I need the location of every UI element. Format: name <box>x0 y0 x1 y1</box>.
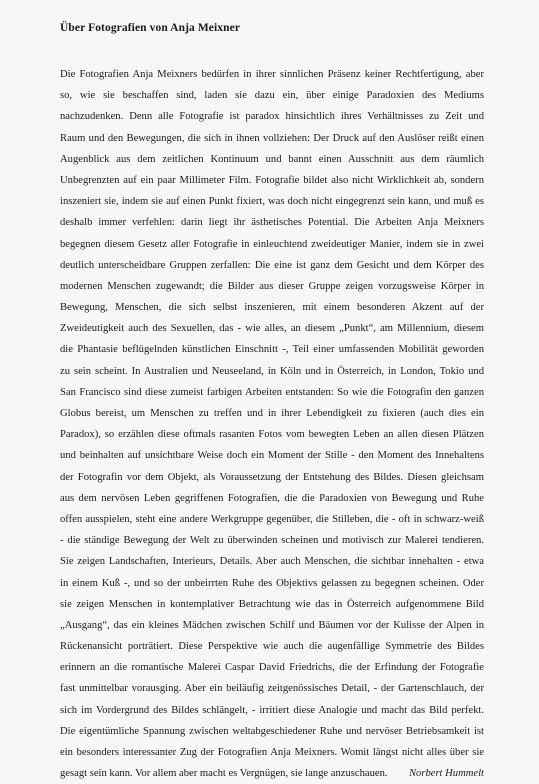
text-line: Paradox), so erzählen diese oftmals rasanten Fotos vom bewegten Leben an allen diesen Plätzen <box>60 429 484 441</box>
text-line: deshalb immer verfehlen: darin liegt ihr ästhetisches Potential. Die Arbeiten Anja Meixners <box>60 217 484 229</box>
text-line: zu sein scheint. In Australien und Neuseeland, in Köln und in Österreich, in London, Tokio und <box>60 365 484 377</box>
text-line: Zweideutigkeit auch des Sexuellen, das - wie alles, an diesem „Punkt“, am Millennium, diesem <box>60 323 484 335</box>
text-line: Augenblick aus dem zeitlichen Kontinuum und bannt einen Ausschnitt aus dem räumlich <box>60 153 484 165</box>
text-line: so, wie sie beschaffen sind, laden sie dazu ein, über einige Paradoxien des Mediums <box>60 90 484 102</box>
text-line-last <box>60 763 484 784</box>
text-line: der Fotografin vor dem Objekt, als Voraussetzung der Entstehung des Bildes. Diesen gleichsam <box>60 471 484 483</box>
text-line: Globus bereist, um Menschen zu treffen und in ihrer Lebendigkeit zu fixieren (auch dies ein <box>60 408 484 419</box>
text-line: nachzudenken. Denn alle Fotografie ist paradox hinsichtlich ihres Verhältnisses zu Zeit und <box>60 111 484 123</box>
text-line: „Ausgang“, das ein kleines Mädchen zwischen Schilf und Bäumen vor der Kulisse der Alpen in <box>60 619 484 631</box>
document-title: Über Fotografien von Anja Meixner <box>60 22 241 34</box>
text-line: ein besonders interessanter Zug der Fotografien Anja Meixners. Womit längst nicht alles über sie <box>60 747 484 758</box>
text-line: Raum und den Bewegungen, die sich in ihnen vollziehen: Der Druck auf den Auslöser reißt einen <box>60 132 484 144</box>
text-line: erinnern an die romantische Malerei Caspar David Friedrichs, die der Erfindung der Fotografie <box>60 662 484 674</box>
text-line: und beinhalten auf unsichtbare Weise doch ein Moment der Stille - den Moment des Innehaltens <box>60 450 484 462</box>
closing-sentence: gesagt sein kann. Vor allem aber macht es Vergnügen, sie lange anzuschauen. <box>60 768 388 780</box>
text-line: die Phantasie beflügelnden künstlichen Einschnitt -, Teil einer umfassenden Mobilität geworden <box>60 344 484 356</box>
text-line: San Francisco sind diese zumeist farbigen Arbeiten entstanden: So wie die Fotografin den ganzen <box>60 386 484 398</box>
text-line: Sie zeigen Landschaften, Interieurs, Details. Aber auch Menschen, die sichtbar innehalten - etwa <box>60 556 484 568</box>
text-line: aus dem nervösen Leben gegriffenen Fotografien, die die Paradoxien von Bewegung und Ruhe <box>60 492 484 504</box>
text-line: modernen Menschen zugewandt; die Bilder aus dieser Gruppe zeigen vorzugsweise Körper in <box>60 280 484 292</box>
text-line: Bewegung, Menschen, die sich selbst inszenieren, mit einem besonderen Akzent auf der <box>60 302 484 314</box>
text-line: Unbegrenzten auf ein paar Millimeter Film. Fotografie bildet also nicht Wirklichkeit ab, sondern <box>60 174 484 186</box>
author-signature: Norbert Hummelt <box>408 768 484 780</box>
text-line: fast unmittelbar vorausging. Aber ein beiläufig zeitgenössisches Detail, - der Gartenschlauch, der <box>60 683 484 695</box>
text-line: deutlich unterscheidbare Gruppen zerfallen: Die eine ist ganz dem Gesicht und dem Körper des <box>60 259 484 271</box>
text-line: Rückenansicht porträtiert. Diese Perspektive wie auch die augenfällige Symmetrie des Bildes <box>60 641 484 653</box>
text-line: sie zeigen Menschen in kontemplativer Betrachtung wie das in Österreich aufgenommene Bild <box>60 598 484 610</box>
text-line: Die Fotografien Anja Meixners bedürfen in ihrer sinnlichen Präsenz keiner Rechtfertigung, aber <box>60 69 484 80</box>
text-line: sich im Vordergrund des Bildes schlängelt, - irritiert diese Analogie und macht das Bild perfekt. <box>60 704 484 716</box>
text-line: in einem Kuß -, und so der unbeirrten Ruhe des Objektivs gelassen zu begegnen scheinen. Oder <box>60 577 484 589</box>
text-line: offen ausspielen, steht eine andere Werkgruppe gegenüber, die Stilleben, die - oft in schwarz-weiß <box>60 513 484 525</box>
text-line: Die eigentümliche Spannung zwischen weltabgeschiedener Ruhe und nervöser Betriebsamkeit ist <box>60 725 484 737</box>
document-body <box>60 64 484 784</box>
text-line: begegnen diesem Gesetz aller Fotografie in einleuchtend zweideutiger Manier, indem sie in zwei <box>60 238 484 250</box>
text-line: inszeniert sie, indem sie auf einen Punkt fixiert, was doch nicht eingegrenzt sein kann, und muß es <box>60 196 484 208</box>
text-line: - die ständige Bewegung der Welt zu überwinden scheinen und motivisch zur Malerei tendieren. <box>60 535 484 547</box>
